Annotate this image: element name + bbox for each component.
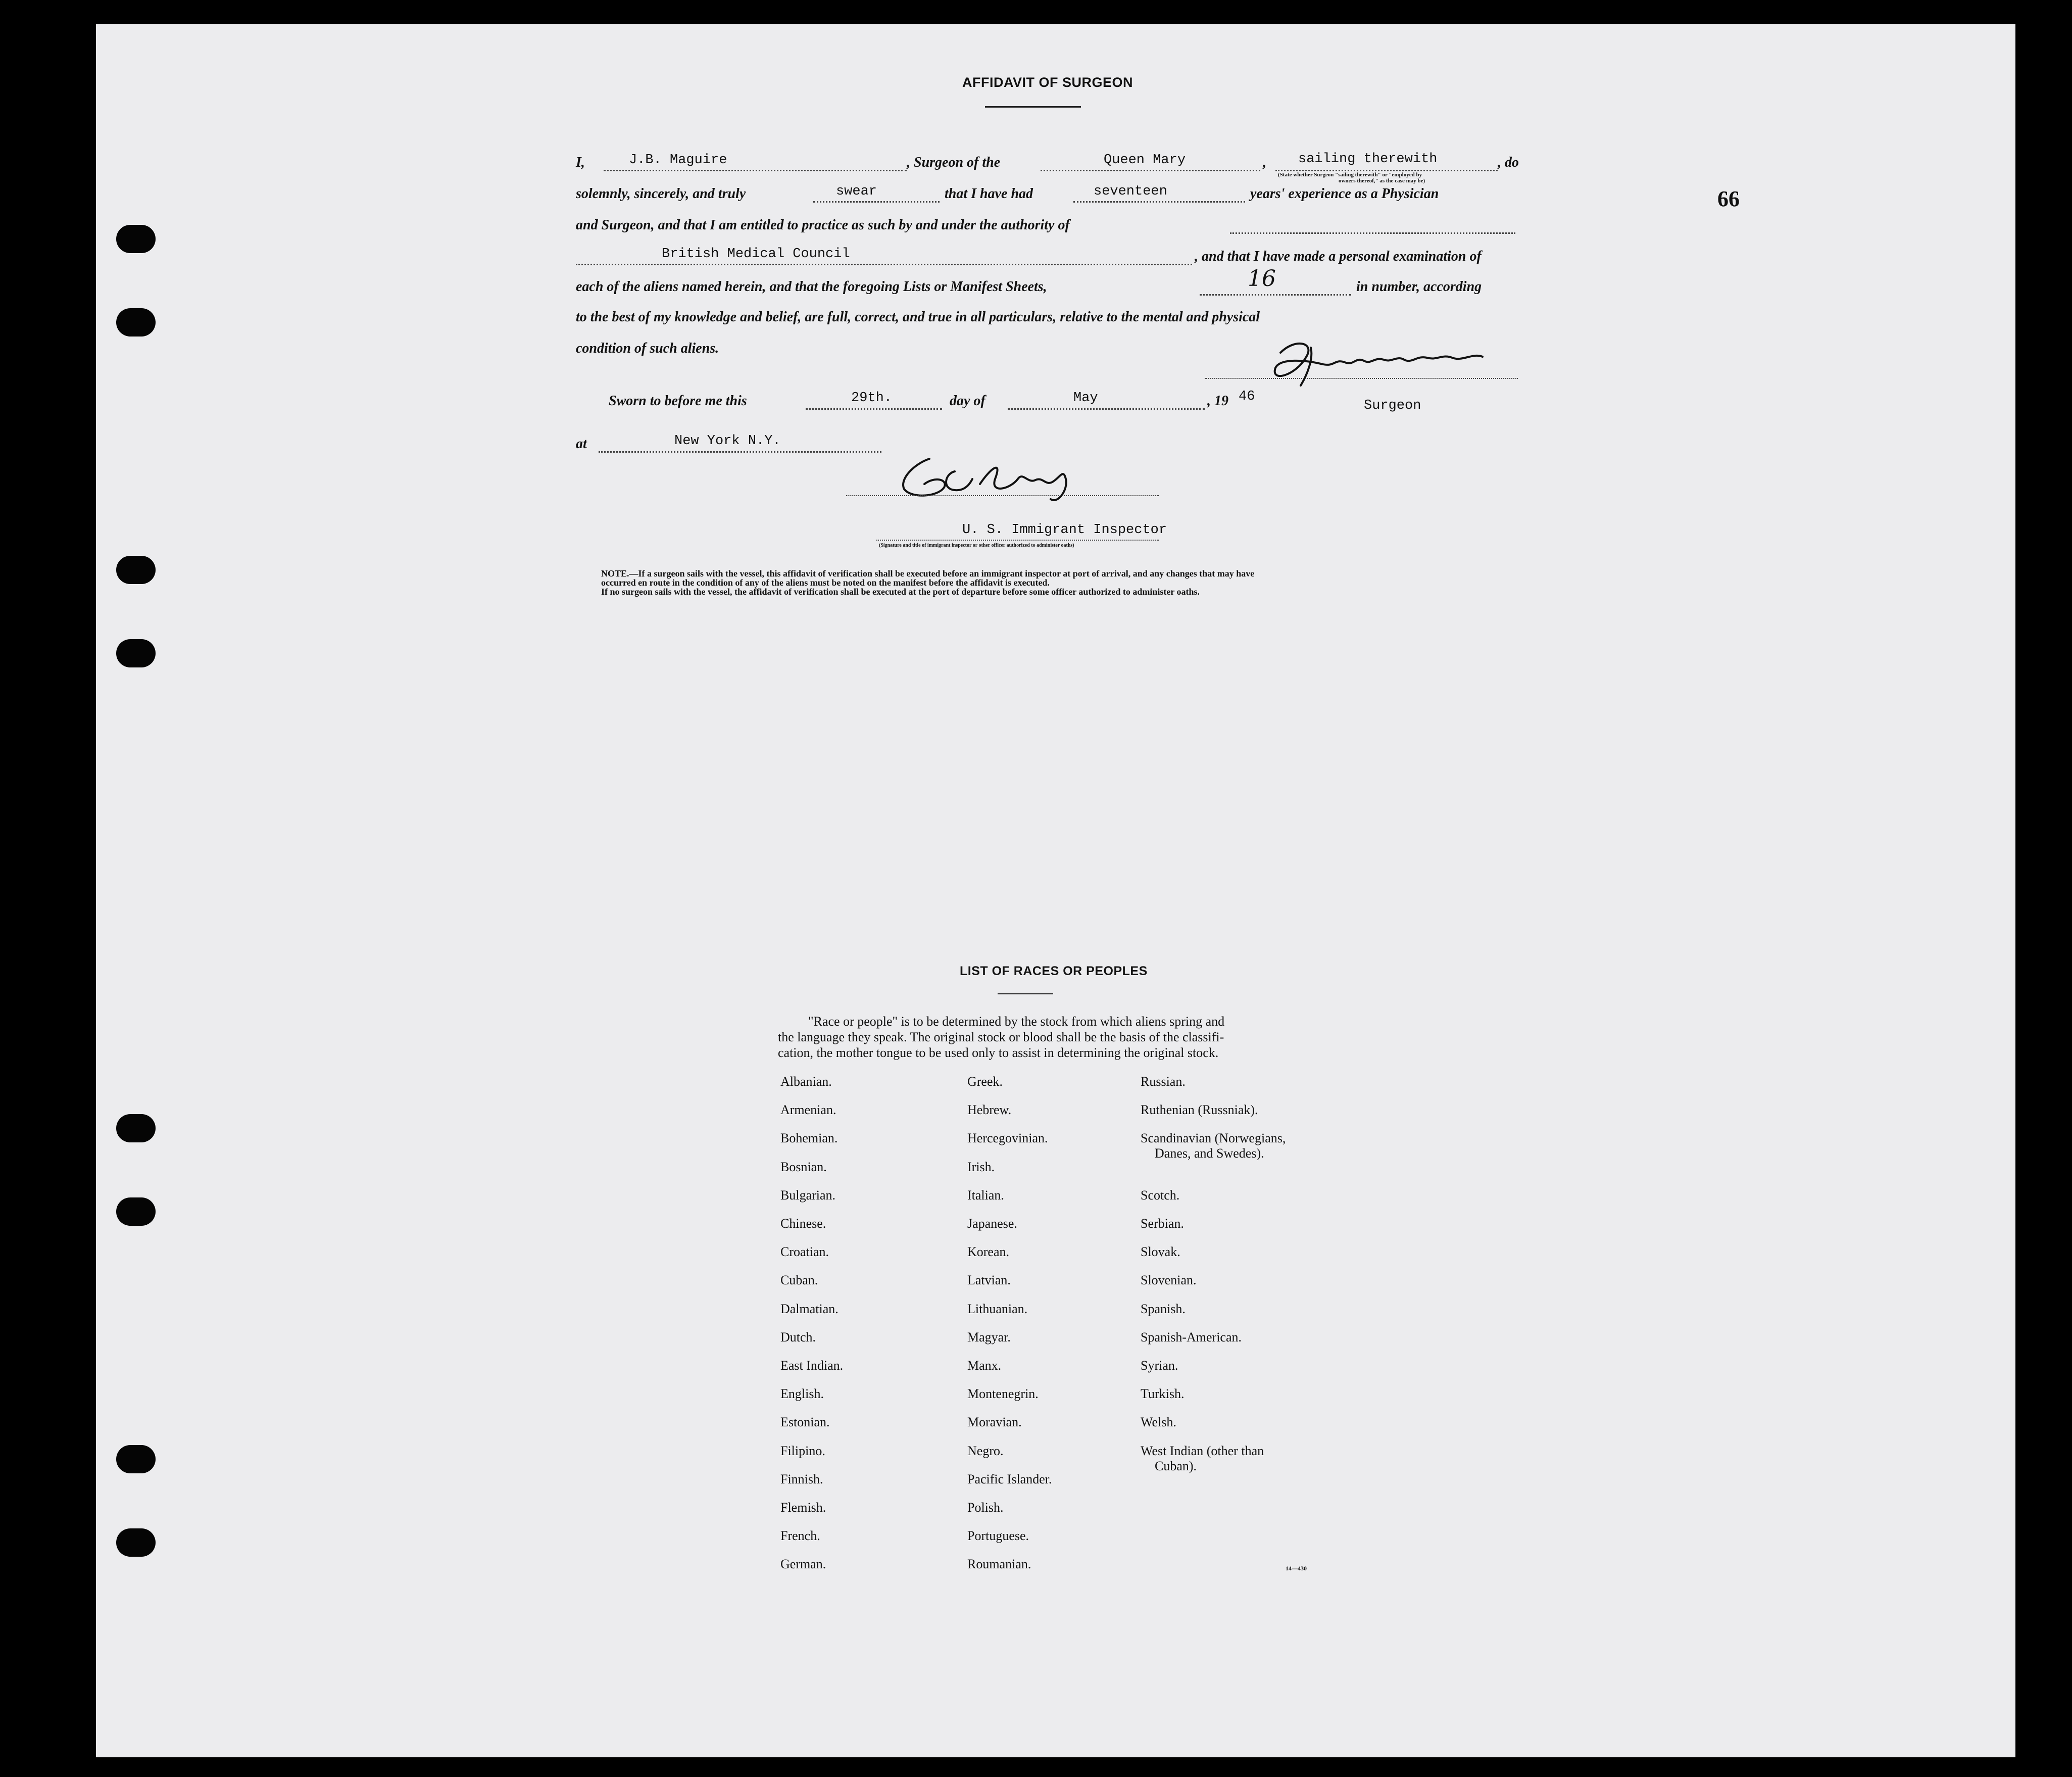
signature-line — [846, 495, 1159, 496]
sworn-place: New York N.Y. — [674, 434, 781, 449]
text-best-knowledge: to the best of my knowledge and belief, are full, correct, and true in all particulars, relative to the mental and physical — [576, 309, 1260, 325]
race-item: Danes, and Swedes). — [1155, 1146, 1264, 1161]
text-personal-exam: , and that I have made a personal examination of — [1195, 249, 1482, 264]
race-item: Finnish. — [780, 1472, 823, 1486]
note-line-1: NOTE.—If a surgeon sails with the vessel, this affidavit of verification shall be executed before an immigrant inspector at port of arrival, and any changes that may have — [601, 568, 1255, 579]
title-underline — [985, 106, 1081, 108]
intro-line: cation, the mother tongue to be used only to assist in determining the original stock. — [778, 1045, 1219, 1060]
binder-hole — [116, 225, 156, 253]
race-item: Korean. — [967, 1244, 1010, 1259]
note-line-2: occurred en route in the condition of any of the aliens must be noted on the manifest before the affidavit is executed. — [601, 578, 1050, 588]
binder-hole — [116, 1197, 156, 1226]
title-line — [876, 540, 1159, 541]
years-experience: seventeen — [1094, 184, 1167, 199]
text-years-experience: years' experience as a Physician — [1250, 186, 1439, 202]
surgeon-label: Surgeon — [1364, 398, 1421, 413]
race-item: Dalmatian. — [780, 1302, 838, 1316]
dotted-line — [576, 264, 1192, 265]
race-item: Latvian. — [967, 1273, 1011, 1287]
vessel-name: Queen Mary — [1104, 153, 1186, 168]
surgeon-signature — [1260, 327, 1528, 393]
surgeon-name: J.B. Maguire — [629, 153, 727, 168]
race-item: Albanian. — [780, 1074, 832, 1089]
inspector-signature — [884, 449, 1116, 509]
race-item: Japanese. — [967, 1216, 1017, 1231]
race-item: Estonian. — [780, 1415, 830, 1429]
race-item: Cuban). — [1155, 1459, 1197, 1473]
race-item: French. — [780, 1528, 820, 1543]
text-aliens-named: each of the aliens named herein, and that the foregoing Lists or Manifest Sheets, — [576, 279, 1047, 295]
dotted-line — [1275, 170, 1498, 171]
inspector-caption: (Signature and title of immigrant inspector or other officer authorized to administer oaths) — [879, 543, 1074, 548]
intro-line: the language they speak. The original stock or blood shall be the basis of the classifi- — [778, 1030, 1224, 1044]
binder-hole — [116, 1114, 156, 1142]
race-item: Bosnian. — [780, 1160, 827, 1174]
race-item: Italian. — [967, 1188, 1004, 1203]
race-item: Syrian. — [1141, 1358, 1178, 1373]
text-year-prefix: , 19 — [1207, 393, 1228, 409]
race-item: Slovak. — [1141, 1244, 1180, 1259]
race-item: Hercegovinian. — [967, 1131, 1048, 1145]
note-line-3: If no surgeon sails with the vessel, the affidavit of verification shall be executed at the port of departure before some officer authorized to administer oaths. — [601, 587, 1200, 597]
status-note-1: (State whether Surgeon "sailing therewith" or "employed by — [1278, 172, 1422, 178]
form-number: 14—430 — [1286, 1565, 1307, 1572]
inspector-title: U. S. Immigrant Inspector — [962, 522, 1167, 538]
text-and-surgeon: and Surgeon, and that I am entitled to practice as such by and under the authority of — [576, 217, 1070, 233]
text-sworn: Sworn to before me this — [609, 393, 747, 409]
dotted-line — [1200, 294, 1351, 296]
binder-hole — [116, 308, 156, 337]
page-number: 66 — [1717, 186, 1740, 211]
race-item: Manx. — [967, 1358, 1002, 1373]
race-item: Spanish. — [1141, 1302, 1186, 1316]
race-item: Ruthenian (Russniak). — [1141, 1102, 1258, 1117]
race-item: Flemish. — [780, 1500, 826, 1515]
sheet-count: 16 — [1248, 266, 1276, 292]
race-item: Greek. — [967, 1074, 1003, 1089]
text-at: at — [576, 436, 587, 452]
race-item: Scotch. — [1141, 1188, 1180, 1203]
text-surgeon-of: , Surgeon of the — [907, 155, 1001, 170]
race-item: Turkish. — [1141, 1386, 1185, 1401]
race-item: Irish. — [967, 1160, 995, 1174]
binder-hole — [116, 1445, 156, 1473]
dotted-line — [813, 201, 940, 203]
authority: British Medical Council — [662, 247, 850, 262]
race-item: Bohemian. — [780, 1131, 838, 1145]
race-item: Scandinavian (Norwegians, — [1141, 1131, 1286, 1145]
dotted-line — [599, 451, 881, 453]
race-item: Russian. — [1141, 1074, 1186, 1089]
binder-hole — [116, 556, 156, 584]
text-condition: condition of such aliens. — [576, 341, 719, 356]
races-title: LIST OF RACES OR PEOPLES — [960, 964, 1148, 978]
binder-hole — [116, 639, 156, 667]
sworn-day: 29th. — [851, 391, 893, 406]
race-item: Montenegrin. — [967, 1386, 1039, 1401]
race-item: Polish. — [967, 1500, 1004, 1515]
race-item: Bulgarian. — [780, 1188, 836, 1203]
race-item: German. — [780, 1557, 826, 1571]
races-title-underline — [998, 993, 1053, 994]
race-item: Hebrew. — [967, 1102, 1012, 1117]
dotted-line — [1073, 201, 1245, 203]
text-day-of: day of — [950, 393, 985, 409]
text-i: I, — [576, 155, 585, 170]
race-item: Filipino. — [780, 1444, 825, 1458]
sworn-month: May — [1073, 391, 1098, 406]
race-item: English. — [780, 1386, 824, 1401]
intro-line: "Race or people" is to be determined by the stock from which aliens spring and — [808, 1014, 1225, 1029]
race-item: Welsh. — [1141, 1415, 1176, 1429]
race-item: Magyar. — [967, 1330, 1011, 1344]
dotted-line — [1041, 170, 1260, 171]
sailing-status: sailing therewith — [1298, 152, 1438, 167]
dotted-line — [604, 170, 907, 171]
signature-line — [1205, 378, 1518, 379]
dotted-line — [806, 408, 942, 410]
oath-type: swear — [836, 184, 877, 199]
race-item: East Indian. — [780, 1358, 844, 1373]
dotted-line — [1230, 232, 1515, 234]
race-item: Chinese. — [780, 1216, 826, 1231]
race-item: Pacific Islander. — [967, 1472, 1052, 1486]
text-in-number: in number, according — [1356, 279, 1482, 295]
race-item: Roumanian. — [967, 1557, 1031, 1571]
race-item: Spanish-American. — [1141, 1330, 1242, 1344]
races-intro — [778, 1014, 1349, 1061]
race-item: West Indian (other than — [1141, 1444, 1264, 1458]
text-solemnly: solemnly, sincerely, and truly — [576, 186, 746, 202]
affidavit-title: AFFIDAVIT OF SURGEON — [962, 75, 1133, 90]
text-comma: , — [1263, 155, 1266, 170]
text-that-i-have-had: that I have had — [945, 186, 1033, 202]
race-item: Croatian. — [780, 1244, 829, 1259]
document-page — [96, 24, 2015, 1757]
race-item: Negro. — [967, 1444, 1004, 1458]
race-item: Portuguese. — [967, 1528, 1029, 1543]
race-item: Moravian. — [967, 1415, 1022, 1429]
sworn-year: 46 — [1239, 389, 1255, 404]
text-do: , do — [1498, 155, 1519, 170]
binder-hole — [116, 1528, 156, 1557]
status-note-2: owners thereof," as the case may be) — [1339, 178, 1425, 184]
dotted-line — [1008, 408, 1205, 410]
race-item: Dutch. — [780, 1330, 816, 1344]
race-item: Cuban. — [780, 1273, 818, 1287]
race-item: Armenian. — [780, 1102, 836, 1117]
race-item: Slovenian. — [1141, 1273, 1197, 1287]
race-item: Serbian. — [1141, 1216, 1184, 1231]
race-item: Lithuanian. — [967, 1302, 1028, 1316]
